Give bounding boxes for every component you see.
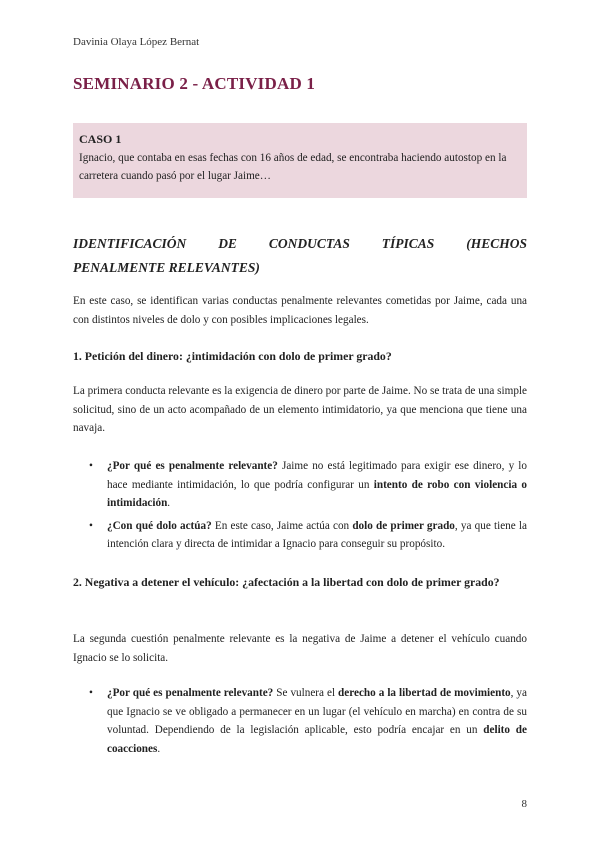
bullet-text: . bbox=[157, 742, 161, 755]
author-name: Davinia Olaya López Bernat bbox=[73, 36, 200, 48]
list-item bbox=[73, 517, 527, 554]
bullet-question: ¿Por qué es penalmente relevante? bbox=[107, 687, 274, 699]
point1-paragraph: La primera conducta relevante es la exigencia de dinero por parte de Jaime. No se trata de una simple solicitud, sino de un acto acompañado de un elemento intimidatorio, ya que menciona que tiene una navaja. bbox=[73, 385, 527, 434]
intro-paragraph: En este caso, se identifican varias conductas penalmente relevantes cometidas por Jaime, cada una con distintos niveles de dolo y con posibles implicaciones legales. bbox=[73, 295, 527, 326]
bullet-text: , ya que Ignacio se ve obligado a permanecer en un lugar (el vehículo en marcha) en contra de su voluntad. Dependiendo de la legislación aplicable, esto podría encajar en un bbox=[107, 687, 527, 736]
document-title: SEMINARIO 2 - ACTIVIDAD 1 bbox=[73, 74, 316, 93]
heading-word: DE bbox=[218, 236, 237, 251]
page-number: 8 bbox=[521, 798, 527, 810]
list-item bbox=[73, 684, 527, 758]
section-heading bbox=[73, 232, 527, 280]
heading-word: (HECHOS bbox=[466, 236, 527, 251]
point2-heading: 2. Negativa a detener el vehículo: ¿afectación a la libertad con dolo de primer grado? bbox=[73, 575, 500, 589]
point2-bullet-list bbox=[73, 684, 527, 762]
heading-line-2: PENALMENTE RELEVANTES) bbox=[73, 260, 260, 275]
bullet-emphasis: derecho a la libertad de movimiento bbox=[338, 687, 511, 699]
point1-bullet-list bbox=[73, 457, 527, 558]
bullet-text: , ya que tiene la intención clara y directa de intimidar a Ignacio para conseguir su propósito. bbox=[107, 519, 527, 550]
case-title: CASO 1 bbox=[79, 132, 122, 146]
case-text: Ignacio, que contaba en esas fechas con 16 años de edad, se encontraba haciendo autostop en la carretera cuando pasó por el lugar Jaime… bbox=[79, 151, 507, 182]
case-box bbox=[73, 123, 527, 198]
heading-word: IDENTIFICACIÓN bbox=[73, 236, 187, 251]
heading-word: TÍPICAS bbox=[381, 236, 435, 251]
bullet-emphasis: delito de coacciones bbox=[107, 724, 527, 755]
bullet-emphasis: intento de robo con violencia o intimidación bbox=[107, 478, 527, 509]
point1-heading: 1. Petición del dinero: ¿intimidación con dolo de primer grado? bbox=[73, 349, 392, 363]
bullet-text: Jaime no está legitimado para exigir ese dinero, y lo hace mediante intimidación, lo que podría configurar un bbox=[107, 460, 528, 491]
bullet-question: ¿Por qué es penalmente relevante? bbox=[107, 460, 278, 472]
bullet-question: ¿Con qué dolo actúa? bbox=[107, 519, 212, 532]
list-item bbox=[73, 457, 527, 513]
bullet-text: Se vulnera el bbox=[273, 687, 339, 699]
bullet-text: En este caso, Jaime actúa con bbox=[211, 519, 353, 532]
point2-paragraph: La segunda cuestión penalmente relevante es la negativa de Jaime a detener el vehículo cuando Ignacio se lo solicita. bbox=[73, 633, 527, 664]
bullet-text: . bbox=[167, 497, 171, 509]
heading-word: CONDUCTAS bbox=[268, 236, 350, 251]
bullet-emphasis: dolo de primer grado bbox=[352, 519, 455, 532]
